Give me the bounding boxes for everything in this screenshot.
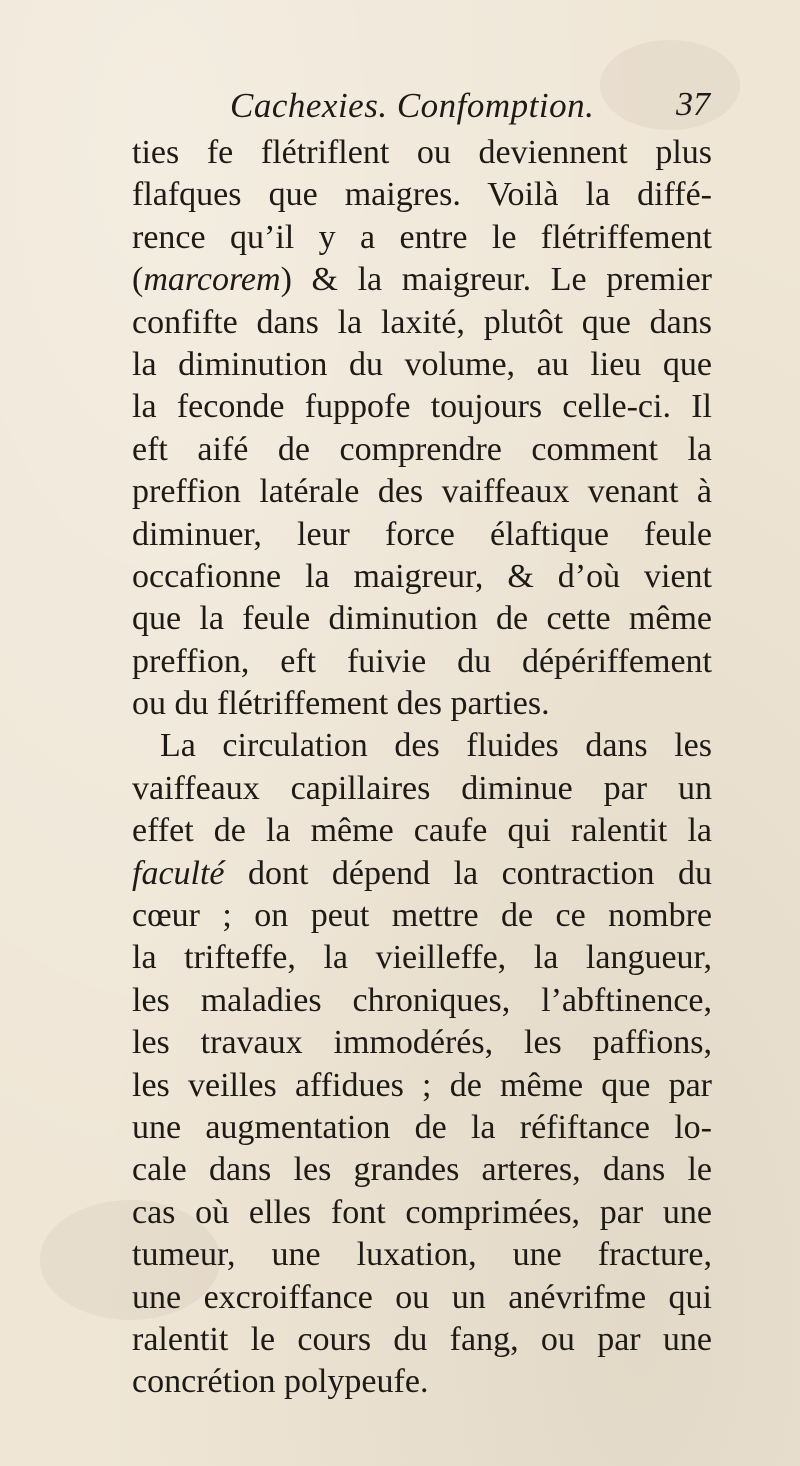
text-line (132, 853, 712, 895)
text-line (132, 556, 712, 598)
text-segment: concrétion polypeufe. (132, 1363, 429, 1401)
text-line (132, 344, 712, 386)
text-line (132, 1319, 712, 1361)
text-segment: la trifteffe, la vieilleffe, la langueur, (132, 939, 712, 977)
text-line (132, 1192, 712, 1234)
text-line (132, 937, 712, 979)
text-segment: cas où elles font comprimées, par une (132, 1193, 712, 1231)
text-line (132, 132, 712, 174)
text-segment: cœur ; on peut mettre de ce nombre (132, 897, 712, 935)
text-line (132, 810, 712, 852)
text-segment: eft aifé de comprendre comment la (132, 430, 712, 468)
text-segment: ) & la maigreur. Le premier (280, 261, 712, 299)
body-text (132, 132, 712, 1404)
running-title: Cachexies. Confomption. (230, 86, 595, 125)
text-segment: les maladies chroniques, l’abftinence, (132, 981, 712, 1019)
text-line (132, 683, 712, 725)
text-line (132, 1234, 712, 1276)
text-segment: confifte dans la laxité, plutôt que dans (132, 303, 712, 341)
text-line (132, 1107, 712, 1149)
text-segment: la diminution du volume, au lieu que (132, 345, 712, 383)
text-segment: dont dépend la contraction du (224, 854, 712, 892)
text-line (132, 1065, 712, 1107)
text-segment: une excroiffance ou un anévrifme qui (132, 1278, 712, 1316)
text-line (132, 1022, 712, 1064)
running-head (120, 86, 710, 136)
text-segment: effet de la même caufe qui ralentit la (132, 812, 712, 850)
italic-term: marcorem (143, 261, 281, 299)
text-line (132, 641, 712, 683)
text-segment: les veilles affidues ; de même que par (132, 1066, 712, 1104)
text-segment: preffion latérale des vaiffeaux venant à (132, 473, 712, 511)
page-number: 37 (676, 86, 710, 123)
text-line (132, 386, 712, 428)
text-line (132, 980, 712, 1022)
text-segment: cale dans les grandes arteres, dans le (132, 1151, 712, 1189)
text-segment: les travaux immodérés, les paffions, (132, 1024, 712, 1062)
text-segment: ties fe flétriflent ou deviennent plus (132, 134, 712, 171)
text-line (132, 259, 712, 301)
text-line (132, 174, 712, 216)
text-line (132, 1361, 712, 1403)
text-line (132, 302, 712, 344)
text-line (132, 725, 712, 767)
text-line (132, 1149, 712, 1191)
text-segment: tumeur, une luxation, une fracture, (132, 1236, 712, 1274)
text-segment: diminuer, leur force élaftique feule (132, 515, 712, 553)
text-line (132, 429, 712, 471)
text-line (132, 598, 712, 640)
text-segment: la feconde fuppofe toujours celle-ci. Il (132, 388, 712, 426)
text-line (132, 514, 712, 556)
text-segment: ( (132, 261, 144, 299)
text-segment: preffion, eft fuivie du dépériffement (132, 642, 712, 680)
text-segment: La circulation des fluides dans les (160, 727, 712, 765)
text-segment: ou du flétriffement des parties. (132, 685, 550, 723)
text-segment: vaiffeaux capillaires diminue par un (132, 769, 712, 807)
text-segment: flafques que maigres. Voilà la diffé- (132, 176, 712, 214)
text-line (132, 1277, 712, 1319)
text-segment: une augmentation de la réfiftance lo- (132, 1108, 712, 1146)
text-line (132, 471, 712, 513)
italic-term: faculté (132, 854, 225, 892)
text-segment: que la feule diminution de cette même (132, 600, 712, 638)
text-line (132, 768, 712, 810)
text-line (132, 895, 712, 937)
text-segment: ralentit le cours du fang, ou par une (132, 1320, 712, 1358)
text-segment: rence qu’il y a entre le flétriffement (132, 218, 712, 256)
text-segment: occafionne la maigreur, & d’où vient (132, 557, 712, 595)
text-line (132, 217, 712, 259)
